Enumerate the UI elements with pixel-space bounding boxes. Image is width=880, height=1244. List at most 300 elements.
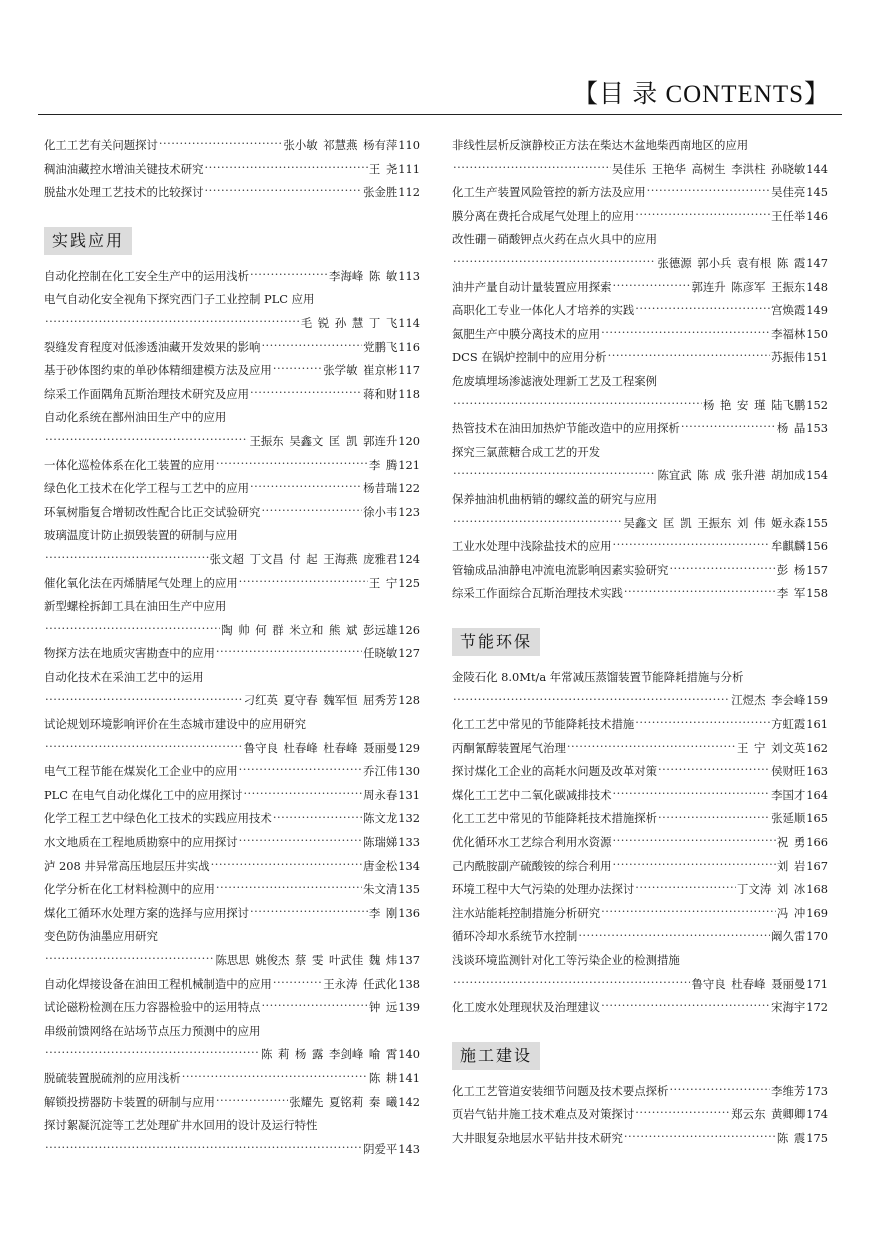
entry-page-number: 173 [806,1083,828,1098]
toc-entry[interactable] [44,336,420,360]
entry-authors: 刘 岩 [776,858,806,873]
toc-entry[interactable] [44,737,420,761]
entry-title: 电气自动化安全视角下探究西门子工业控制 PLC 应用 [44,292,315,307]
entry-authors: 陈瑞娣 [363,835,398,850]
entry-authors: 唐金松 [363,858,398,873]
entry-title: 保养抽油机曲柄销的螺纹盖的研究与应用 [452,491,658,506]
contents-column-left [44,134,420,1161]
toc-entry[interactable] [44,595,420,619]
dot-leader [216,884,362,895]
entry-title: 探讨煤化工企业的高耗水问题及改革对策 [452,764,658,779]
toc-entry[interactable] [44,430,420,454]
entry-title: 试论规划环境影响评价在生态城市建设中的应用研究 [44,717,306,732]
entry-title: 注水站能耗控制措施分析研究 [452,905,601,920]
entry-page-number: 143 [398,1141,420,1156]
entry-authors: 徐小韦 [363,504,398,519]
entry-page-number: 137 [398,953,420,967]
entry-authors: 陈 莉 杨 露 李剑峰 喻 霄 [261,1047,398,1062]
dot-leader [658,766,770,777]
entry-authors: 张文超 丁文昌 付 起 王海燕 庞雅君 [209,551,398,566]
toc-entry[interactable] [44,1020,420,1044]
entry-title: 改性硼－硝酸钾点火药在点火具中的应用 [452,232,658,247]
dot-leader [453,258,656,269]
toc-entry[interactable] [452,181,828,205]
entry-title: 脱盐水处理工艺技术的比较探讨 [44,185,204,200]
dot-leader [453,979,690,990]
entry-title: 油井产量自动计量装置应用探索 [452,279,612,294]
toc-entry[interactable] [452,134,828,158]
toc-entry[interactable] [44,949,420,973]
dot-leader [204,164,367,175]
toc-entry[interactable] [44,642,420,666]
dot-leader [601,329,770,340]
entry-authors: 李 腾 [368,457,398,472]
dot-leader [273,814,362,825]
entry-page-number: 112 [398,185,420,200]
dot-leader [658,814,770,825]
entry-page-number: 161 [806,717,828,732]
toc-entry[interactable] [44,288,420,312]
entry-page-number: 144 [806,161,828,176]
dot-leader [273,365,322,376]
toc-entry[interactable] [452,299,828,323]
dot-leader [567,743,736,754]
entry-page-number: 132 [398,811,420,826]
entry-title: 己内酰胺副产硫酸铵的综合利用 [452,858,612,873]
toc-entry[interactable] [452,228,828,252]
dot-leader [45,1144,362,1155]
toc-entry[interactable] [44,572,420,596]
entry-page-number: 170 [806,929,828,944]
entry-title: 电气工程节能在煤炭化工企业中的应用 [44,764,238,779]
dot-leader [216,648,362,659]
entry-title: 页岩气钻井施工技术难点及对策探讨 [452,1107,635,1122]
toc-entry[interactable] [44,784,420,808]
toc-entry[interactable] [44,454,420,478]
entry-authors: 杨 晶 [776,421,806,436]
toc-entry[interactable] [452,252,828,276]
entry-title: 自动化焊接设备在油田工程机械制造中的应用 [44,976,272,991]
toc-entry[interactable] [44,713,420,737]
entry-authors: 丁文涛 刘 冰 [737,882,806,897]
entry-page-number: 113 [398,268,420,283]
entry-title: 循环冷却水系统节水控制 [452,929,578,944]
entry-authors: 杨 艳 安 瑾 陆飞鹏 [703,397,806,412]
toc-entry[interactable] [452,323,828,347]
entry-title: 物探方法在地质灾害勘查中的应用 [44,646,215,661]
entry-page-number: 131 [398,787,420,802]
entry-authors: 杨昔瑞 [363,481,398,496]
entry-title: 串级前馈网络在站场节点压力预测中的应用 [44,1023,261,1038]
entry-authors: 王振东 吴鑫文 匡 凯 郭连升 [249,433,398,448]
toc-entry[interactable] [452,949,828,973]
entry-page-number: 121 [398,457,420,472]
toc-entry[interactable] [452,158,828,182]
toc-entry[interactable] [44,760,420,784]
entry-authors: 陶 帅 何 群 米立和 熊 斌 彭远雄 [221,622,398,637]
entry-title: 热管技术在油田加热炉节能改造中的应用探析 [452,421,680,436]
entry-page-number: 167 [806,858,828,873]
entry-page-number: 162 [806,740,828,755]
entry-authors: 党鹏飞 [363,339,398,354]
entry-page-number: 135 [398,882,420,897]
toc-entry[interactable] [452,512,828,536]
entry-page-number: 125 [398,575,420,590]
dot-leader [612,541,770,552]
entry-authors: 鲁守良 杜春峰 聂丽曼 [691,976,806,991]
entry-title: 危废填埋场渗滤液处理新工艺及工程案例 [452,373,658,388]
entry-page-number: 175 [806,1130,828,1145]
entry-title: 催化氧化法在丙烯腈尾气处理上的应用 [44,575,238,590]
entry-title: 探讨絮凝沉淀等工艺处理矿井水回用的设计及运行特性 [44,1118,318,1133]
toc-entry[interactable] [44,501,420,525]
toc-entry[interactable] [452,925,828,949]
entry-page-number: 110 [398,138,420,152]
entry-title: 浅谈环境监测针对化工等污染企业的检测措施 [452,953,680,967]
dot-leader [159,140,283,151]
entry-page-number: 148 [806,279,828,294]
dot-leader [261,507,362,518]
toc-entry[interactable] [44,666,420,690]
toc-entry[interactable] [44,312,420,336]
entry-title: 化学工程工艺中绿色化工技术的实践应用技术 [44,811,272,826]
dot-leader [612,790,770,801]
entry-page-number: 140 [398,1047,420,1062]
toc-entry[interactable] [452,441,828,465]
entry-page-number: 150 [806,326,828,341]
entry-title: 新型螺栓拆卸工具在油田生产中应用 [44,599,227,614]
entry-page-number: 111 [398,161,420,176]
entry-title: 丙酮氰醇装置尾气治理 [452,740,566,755]
dot-leader [45,318,300,329]
entry-title: 煤化工循环水处理方案的选择与应用探讨 [44,905,250,920]
entry-title: 自动化技术在采油工艺中的运用 [44,669,204,684]
toc-entry[interactable] [44,181,420,205]
entry-title: 玻璃温度计防止损毁装置的研制与应用 [44,528,238,543]
entry-page-number: 166 [806,835,828,850]
dot-leader [45,743,243,754]
dot-leader [45,1049,260,1060]
entry-page-number: 128 [398,693,420,708]
entry-authors: 吴鑫文 匡 凯 王振东 刘 伟 姬永森 [623,515,806,530]
entry-authors: 张延顺 [771,811,806,826]
entry-title: 煤化工工艺中二氧化碳减排技术 [452,787,612,802]
entry-page-number: 165 [806,811,828,826]
entry-page-number: 159 [806,693,828,708]
entry-authors: 蒋和财 [363,386,398,401]
entry-page-number: 149 [806,303,828,318]
entry-title: 脱硫装置脱硫剂的应用浅析 [44,1070,181,1085]
toc-entry[interactable] [44,855,420,879]
entry-authors: 鲁守良 杜春峰 杜春峰 聂丽曼 [243,740,398,755]
entry-page-number: 126 [398,622,420,637]
toc-entry[interactable] [44,973,420,997]
dot-leader [624,588,776,599]
toc-entry[interactable] [452,582,828,606]
entry-authors: 祝 勇 [776,835,806,850]
dot-leader [635,211,770,222]
entry-title: 膜分离在费托合成尾气处理上的应用 [452,208,635,223]
entry-authors: 陈文龙 [363,811,398,826]
dot-leader [239,837,362,848]
entry-authors: 张德源 郭小兵 袁有根 陈 霞 [657,255,806,270]
toc-entry[interactable] [452,417,828,441]
entry-title: 环境工程中大气污染的处理办法探讨 [452,882,635,897]
entry-authors: 任晓敏 [363,646,398,661]
toc-entry[interactable] [44,406,420,430]
dot-leader [647,187,770,198]
entry-authors: 李国才 [771,787,806,802]
dot-leader [612,861,775,872]
toc-entry[interactable] [452,831,828,855]
entry-page-number: 157 [806,562,828,577]
entry-title: 稠油油藏控水增油关键技术研究 [44,161,204,176]
toc-entry[interactable] [452,878,828,902]
toc-entry[interactable] [452,1103,828,1127]
dot-leader [453,400,702,411]
entry-page-number: 164 [806,787,828,802]
entry-authors: 王 宁 刘文英 [737,740,806,755]
toc-entry[interactable] [452,1080,828,1104]
entry-authors: 陈 震 [776,1130,806,1145]
toc-entry[interactable] [44,1043,420,1067]
dot-leader [250,271,328,282]
entry-authors: 朱文清 [363,882,398,897]
entry-authors: 张金胜 [363,185,398,200]
toc-entry[interactable] [44,477,420,501]
toc-entry[interactable] [44,689,420,713]
entry-title: 大井眼复杂地层水平钻井技术研究 [452,1130,623,1145]
entry-authors: 张学敏 崔京彬 [323,363,398,378]
entry-page-number: 174 [806,1107,828,1122]
toc-entry[interactable] [44,359,420,383]
entry-title: 金陵石化 8.0Mt/a 年常减压蒸馏装置节能降耗措施与分析 [452,669,744,684]
dot-leader [239,766,362,777]
toc-entry[interactable] [452,276,828,300]
dot-leader [250,908,368,919]
section-heading: 节能环保 [452,628,540,656]
entry-page-number: 114 [398,315,420,330]
toc-entry[interactable] [452,1127,828,1151]
entry-page-number: 147 [806,255,828,270]
toc-entry[interactable] [44,134,420,158]
dot-leader [681,423,776,434]
toc-entry[interactable] [452,784,828,808]
toc-entry[interactable] [452,666,828,690]
dot-leader [216,460,368,471]
entry-authors: 吴佳亮 [771,185,806,200]
dot-leader [204,187,362,198]
entry-title: 自动化控制在化工安全生产中的运用浅析 [44,268,250,283]
entry-title: 高职化工专业一体化人才培养的实践 [452,303,635,318]
entry-page-number: 117 [398,363,420,378]
entry-authors: 郭连升 陈彦军 王振东 [691,279,806,294]
entry-authors: 阚久雷 [771,929,806,944]
entry-authors: 王永涛 任武化 [323,976,398,991]
dot-leader [612,837,775,848]
entry-title: 化工废水处理现状及治理建议 [452,1000,601,1015]
entry-page-number: 123 [398,504,420,519]
entry-title: 非线性层析反演静校正方法在柴达木盆地柴西南地区的应用 [452,138,749,152]
dot-leader [669,565,775,576]
entry-title: 优化循环水工艺综合利用水资源 [452,835,612,850]
dot-leader [624,1133,776,1144]
toc-entry[interactable] [452,488,828,512]
dot-leader [45,625,220,636]
entry-authors: 李 军 [776,586,806,601]
toc-entry[interactable] [452,855,828,879]
dot-leader [45,696,243,707]
toc-entry[interactable] [44,996,420,1020]
entry-page-number: 138 [398,976,420,991]
toc-entry[interactable] [44,158,420,182]
toc-entry[interactable] [44,1114,420,1138]
entry-title: 自动化系统在鄯州油田生产中的应用 [44,410,227,425]
entry-page-number: 136 [398,905,420,920]
toc-entry[interactable] [452,807,828,831]
entry-authors: 江煜杰 李会峰 [731,693,806,708]
dot-leader [635,884,736,895]
toc-entry[interactable] [44,831,420,855]
toc-entry[interactable] [452,535,828,559]
contents-header: 【目 录 CONTENTS】 [572,81,830,108]
entry-page-number: 129 [398,740,420,755]
dot-leader [273,979,322,990]
dot-leader [578,932,770,943]
entry-page-number: 153 [806,421,828,436]
entry-title: 裂缝发育程度对低渗透油藏开发效果的影响 [44,339,261,354]
dot-leader [182,1073,368,1084]
contents-column-right [452,134,828,1151]
dot-leader [635,719,770,730]
entry-authors: 陈宜武 陈 成 张升港 胡加成 [657,468,806,483]
dot-leader [669,1086,770,1097]
toc-entry[interactable] [44,1091,420,1115]
entry-authors: 周永春 [363,787,398,802]
entry-authors: 冯 冲 [776,905,806,920]
entry-title: 基于砂体图约束的单砂体精细建模方法及应用 [44,363,272,378]
entry-title: 氮肥生产中膜分离技术的应用 [452,326,601,341]
entry-authors: 李福林 [771,326,806,341]
entry-page-number: 124 [398,551,420,566]
entry-authors: 张耀先 夏铭莉 秦 曦 [289,1094,398,1109]
entry-authors: 王 宁 [368,575,398,590]
toc-entry[interactable] [452,973,828,997]
toc-entry[interactable] [452,559,828,583]
toc-entry[interactable] [44,902,420,926]
entry-title: DCS 在锅炉控制中的应用分析 [452,350,607,365]
toc-entry[interactable] [44,1138,420,1162]
toc-entry[interactable] [44,807,420,831]
dot-leader [250,389,362,400]
entry-page-number: 139 [398,1000,420,1015]
entry-authors: 王 尧 [368,161,398,176]
entry-title: 一体化巡检体系在化工装置的应用 [44,457,215,472]
toc-entry[interactable] [452,464,828,488]
dot-leader [250,483,362,494]
entry-title: 化工工艺中常见的节能降耗技术措施探析 [452,811,658,826]
entry-page-number: 154 [806,468,828,483]
entry-title: 管输成品油静电冲流电流影响因素实验研究 [452,562,669,577]
entry-authors: 钟 远 [368,1000,398,1015]
toc-entry[interactable] [44,925,420,949]
dot-leader [608,352,770,363]
entry-title: 化工生产装置风险管控的新方法及应用 [452,185,646,200]
entry-page-number: 172 [806,1000,828,1015]
entry-page-number: 158 [806,586,828,601]
entry-authors: 王任举 [771,208,806,223]
entry-title: 环氧树脂复合增韧改性配合比正交试验研究 [44,504,261,519]
toc-entry[interactable] [452,760,828,784]
entry-page-number: 120 [398,433,420,448]
entry-page-number: 142 [398,1094,420,1109]
entry-page-number: 122 [398,481,420,496]
dot-leader [239,578,368,589]
toc-entry[interactable] [452,689,828,713]
dot-leader [211,861,362,872]
entry-authors: 宫焕霞 [771,303,806,318]
entry-page-number: 145 [806,185,828,200]
entry-authors: 彭 杨 [776,562,806,577]
entry-title: 化工工艺中常见的节能降耗技术措施 [452,717,635,732]
entry-title: 水文地质在工程地质勘察中的应用探讨 [44,835,238,850]
toc-entry[interactable] [452,713,828,737]
entry-page-number: 146 [806,208,828,223]
dot-leader [601,908,776,919]
toc-entry[interactable] [452,205,828,229]
entry-authors: 乔江伟 [363,764,398,779]
toc-entry[interactable] [44,265,420,289]
entry-title: 综采工作面隅角瓦斯治理技术研究及应用 [44,386,250,401]
toc-entry[interactable] [44,878,420,902]
toc-entry[interactable] [452,346,828,370]
dot-leader [635,305,770,316]
entry-authors: 宋海宇 [771,1000,806,1015]
entry-title: 化工工艺管道安装细节问题及技术要点探析 [452,1083,669,1098]
toc-entry[interactable] [44,548,420,572]
entry-authors: 毛 锐 孙 慧 丁 飞 [300,315,398,330]
toc-entry[interactable] [44,619,420,643]
dot-leader [635,1109,730,1120]
dot-leader [453,470,656,481]
entry-page-number: 133 [398,835,420,850]
entry-title: PLC 在电气自动化煤化工中的应用探讨 [44,787,243,802]
entry-authors: 侯财旺 [771,764,806,779]
entry-title: 变色防伪油墨应用研究 [44,929,158,944]
toc-entry[interactable] [44,383,420,407]
entry-title: 化学分析在化工材料检测中的应用 [44,882,215,897]
toc-entry[interactable] [452,902,828,926]
toc-entry[interactable] [452,370,828,394]
dot-leader [45,955,214,966]
entry-page-number: 116 [398,339,420,354]
entry-page-number: 155 [806,515,828,530]
toc-entry[interactable] [44,524,420,548]
entry-authors: 张小敏 祁慧燕 杨有萍 [283,138,398,152]
section-heading: 实践应用 [44,227,132,255]
toc-entry[interactable] [452,737,828,761]
toc-entry[interactable] [452,394,828,418]
entry-title: 解锁投捞器防卡装置的研制与应用 [44,1094,215,1109]
entry-page-number: 118 [398,386,420,401]
entry-page-number: 163 [806,764,828,779]
entry-authors: 苏振伟 [771,350,806,365]
toc-entry[interactable] [44,1067,420,1091]
entry-authors: 方虹霞 [771,717,806,732]
dot-leader [453,518,622,529]
toc-entry[interactable] [452,996,828,1020]
entry-page-number: 171 [806,976,828,991]
